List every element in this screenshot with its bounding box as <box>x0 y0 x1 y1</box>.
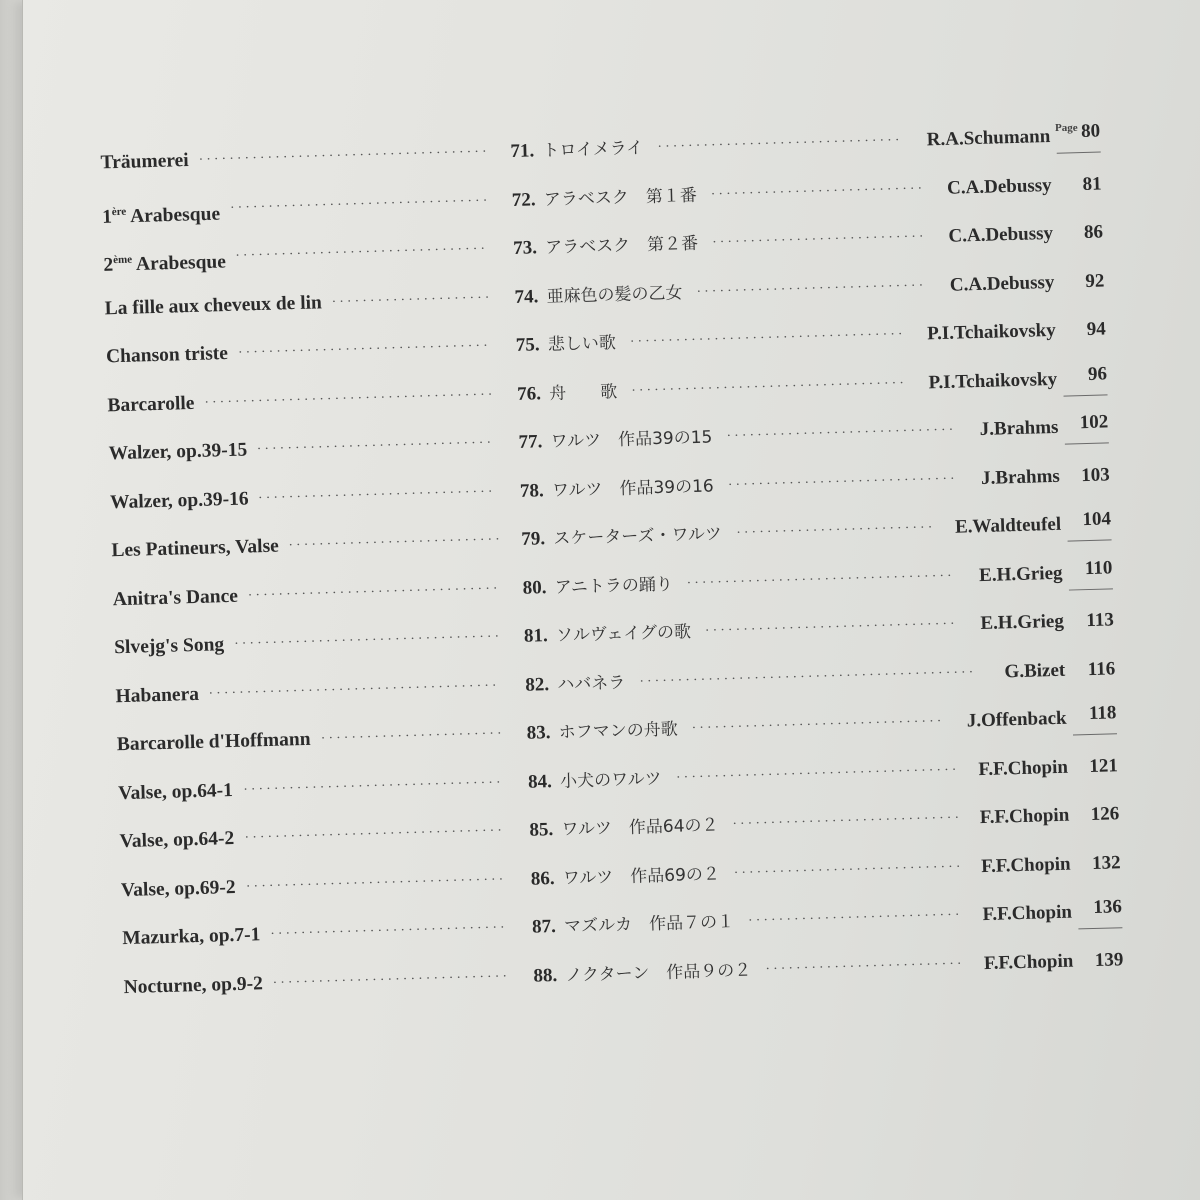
entry-number: 83. <box>526 722 551 744</box>
japanese-title: ワルツ 作品64の２ <box>561 815 719 840</box>
leader-dots: ································· <box>704 616 958 639</box>
leader-dots: ····················· <box>331 290 493 310</box>
english-title: Valse, op.64-1 <box>117 779 234 804</box>
leader-dots: ······························· <box>257 484 496 506</box>
composer-name: C.A.Debussy <box>946 174 1052 199</box>
page-number: 132 <box>1091 851 1121 874</box>
ordinal-prefix: 2 <box>103 254 114 276</box>
page-number: 104 <box>1066 499 1111 541</box>
japanese-title: 小犬のワルツ <box>559 768 662 792</box>
leader-dots: ································· <box>691 714 945 737</box>
entry-number: 86. <box>530 867 555 890</box>
english-title: Slvejg's Song <box>113 634 225 659</box>
composer-name: P.I.Tchaikovsky <box>926 319 1056 345</box>
ordinal-suffix: ème <box>112 253 133 267</box>
page-number: 102 <box>1064 402 1109 444</box>
leader-dots: ·································· <box>245 871 507 895</box>
english-title: Chanson triste <box>105 342 229 368</box>
leader-dots: ············································ <box>639 664 977 690</box>
english-title: Walzer, op.39-16 <box>109 487 249 513</box>
entry-number: 88. <box>533 964 558 987</box>
english-title: Walzer, op.39-15 <box>108 439 248 465</box>
english-title: Träumerei <box>100 149 190 174</box>
composer-name: P.I.Tchaikovsky <box>928 368 1058 393</box>
japanese-title: マズルカ 作品７の１ <box>563 912 735 937</box>
leader-dots: ······································ <box>208 678 500 702</box>
leader-dots: ···························· <box>288 532 504 554</box>
ordinal-prefix: 1 <box>101 206 113 228</box>
composer-name: E.H.Grieg <box>980 610 1065 635</box>
japanese-title: スケーターズ・ワルツ <box>553 524 723 549</box>
leader-dots: ···································· <box>629 327 906 350</box>
page-number: 80 <box>1056 112 1101 154</box>
page-column-label: Page <box>1055 122 1078 134</box>
japanese-title: 亜麻色の髪の乙女 <box>546 282 683 307</box>
japanese-title: ハバネラ <box>557 672 626 695</box>
composer-name: F.F.Chopin <box>982 901 1073 926</box>
composer-name: F.F.Chopin <box>983 950 1074 974</box>
composer-name: F.F.Chopin <box>978 756 1069 780</box>
composer-name: G.Bizet <box>1004 659 1066 682</box>
composer-name: F.F.Chopin <box>979 804 1070 829</box>
leader-dots: ······························ <box>727 471 958 493</box>
japanese-title: ワルツ 作品39の16 <box>551 475 714 501</box>
leader-dots: ·························· <box>736 520 936 541</box>
entry-number: 79. <box>521 528 546 550</box>
page-number: 121 <box>1089 754 1119 777</box>
leader-dots: ······································ <box>204 387 496 411</box>
leader-dots: ································· <box>237 338 491 361</box>
composer-name: J.Offenback <box>966 707 1067 732</box>
leader-dots: ······························ <box>732 810 963 833</box>
leader-dots: ························ <box>320 726 505 747</box>
entry-number: 80. <box>522 576 547 599</box>
leader-dots: ······························· <box>270 920 508 942</box>
page-number: 96 <box>1062 354 1107 396</box>
composer-name: C.A.Debussy <box>948 222 1054 247</box>
leader-dots: ····································· <box>675 762 960 786</box>
entry-number: 71. <box>510 140 535 162</box>
page-number: 139 <box>1094 948 1124 971</box>
entry-number: 72. <box>511 188 536 211</box>
page-number: 86 <box>1083 221 1104 243</box>
leader-dots: ···································· <box>631 375 908 399</box>
leader-dots: ··································· <box>233 629 503 652</box>
leader-dots: ······························· <box>272 968 511 991</box>
entry-number: 74. <box>514 285 539 308</box>
page-number: 126 <box>1090 803 1120 826</box>
leader-dots: ···························· <box>710 180 926 202</box>
page-number: 136 <box>1077 887 1122 929</box>
japanese-title: トロイメライ <box>542 138 644 162</box>
table-of-contents <box>80 110 1174 1013</box>
entry-number: 76. <box>516 382 542 405</box>
japanese-title: 悲しい歌 <box>547 333 617 356</box>
leader-dots: ·································· <box>229 193 491 216</box>
english-title: Valse, op.64-2 <box>119 827 235 853</box>
japanese-title: ノクターン 作品９の２ <box>565 960 752 986</box>
composer-name: J.Brahms <box>979 416 1059 440</box>
english-title: Barcarolle d'Hoffmann <box>116 728 311 756</box>
entry-number: 73. <box>512 237 538 259</box>
page-number: 103 <box>1080 463 1111 486</box>
leader-dots: ······································ <box>198 144 490 168</box>
leader-dots: ·························· <box>765 956 965 977</box>
japanese-title: アラベスク 第１番 <box>543 185 698 210</box>
page-edge <box>0 0 22 1200</box>
english-title: Barcarolle <box>107 392 195 416</box>
japanese-title: ホフマンの舟歌 <box>558 719 678 743</box>
leader-dots: ······························· <box>256 435 495 458</box>
entry-number: 85. <box>529 819 554 841</box>
page-number: 81 <box>1082 172 1102 195</box>
title-text: Arabesque <box>129 203 221 227</box>
japanese-title: ソルヴェイグの歌 <box>555 622 692 646</box>
page-number: 92 <box>1085 269 1105 292</box>
entry-number: 84. <box>527 770 553 793</box>
english-title: Anitra's Dance <box>112 585 239 610</box>
leader-dots: ································· <box>247 580 501 603</box>
japanese-title: 舟 歌 <box>548 381 618 404</box>
japanese-title: ワルツ 作品69の２ <box>562 863 721 889</box>
composer-name: C.A.Debussy <box>949 271 1055 296</box>
entry-number: 81. <box>523 625 549 647</box>
page-number: 118 <box>1072 693 1117 735</box>
page-number: 113 <box>1086 609 1115 632</box>
english-title: Les Patineurs, Valse <box>111 535 280 562</box>
composer-name: R.A.Schumann <box>926 125 1051 151</box>
leader-dots: ·································· <box>242 774 504 798</box>
entry-number: 87. <box>531 916 557 938</box>
leader-dots: ································ <box>657 133 903 155</box>
title-text: Arabesque <box>135 251 227 275</box>
english-title: Nocturne, op.9-2 <box>123 972 264 998</box>
leader-dots: ································· <box>235 241 489 264</box>
page-number: 116 <box>1087 657 1116 680</box>
english-title: La fille aux cheveux de lin <box>104 291 323 319</box>
leader-dots: ···························· <box>711 229 927 251</box>
japanese-title: アニトラの踊り <box>554 574 674 598</box>
ordinal-suffix: ère <box>111 205 127 218</box>
leader-dots: ·································· <box>244 823 506 846</box>
leader-dots: ······························ <box>696 277 927 300</box>
japanese-title: ワルツ 作品39の15 <box>550 427 713 452</box>
composer-name: E.Waldteufel <box>954 513 1062 538</box>
leader-dots: ···························· <box>747 907 963 929</box>
leader-dots: ······························ <box>726 422 957 445</box>
composer-name: J.Brahms <box>980 465 1061 489</box>
english-title: Habanera <box>115 683 200 707</box>
entry-number: 75. <box>515 334 540 356</box>
page-number: 110 <box>1068 548 1113 590</box>
japanese-title: アラベスク 第２番 <box>544 233 699 259</box>
leader-dots: ······························ <box>733 859 964 881</box>
composer-name: E.H.Grieg <box>978 562 1063 586</box>
entry-number: 78. <box>519 479 545 502</box>
leader-dots: ··································· <box>686 568 955 591</box>
composer-name: F.F.Chopin <box>980 853 1071 877</box>
entry-number: 77. <box>518 431 543 453</box>
page-number: 94 <box>1086 318 1106 340</box>
english-title: Valse, op.69-2 <box>120 876 236 901</box>
english-title: Mazurka, op.7-1 <box>122 924 261 950</box>
entry-number: 82. <box>525 673 550 696</box>
